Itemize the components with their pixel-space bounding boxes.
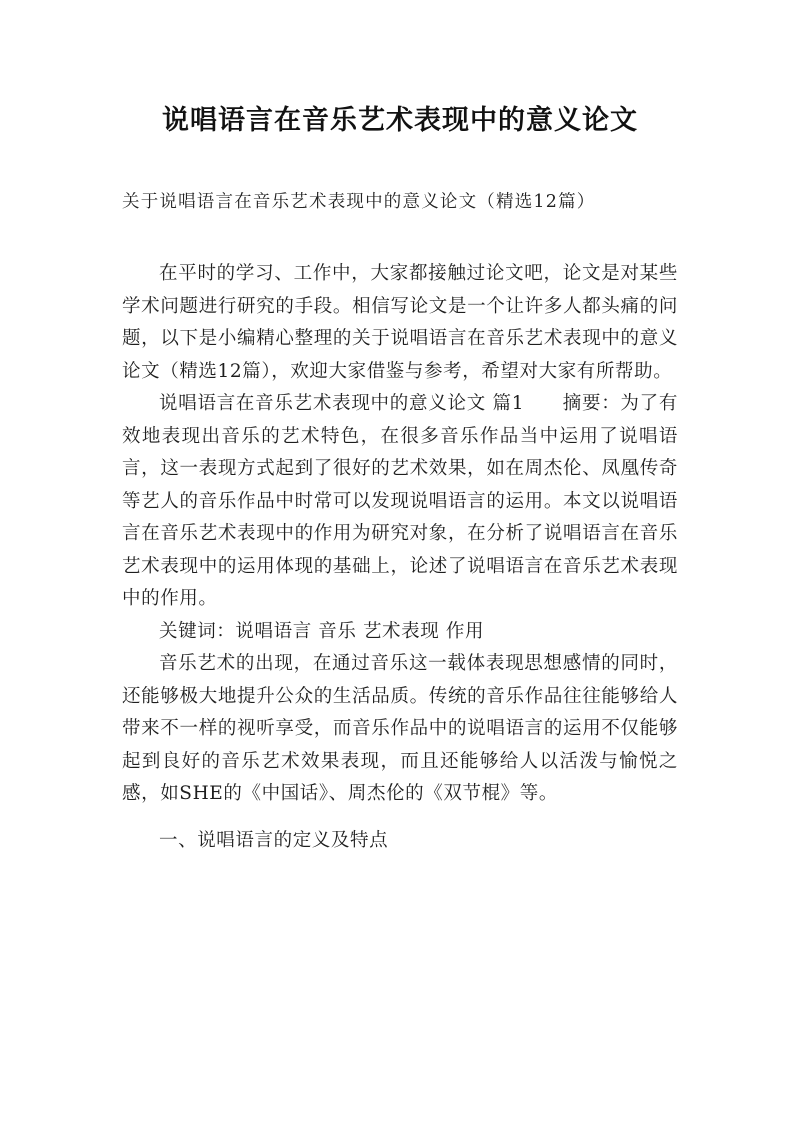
keywords-paragraph: 关键词：说唱语言 音乐 艺术表现 作用 bbox=[159, 620, 485, 642]
body-paragraph: 音乐艺术的出现，在通过音乐这一载体表现思想感情的同时，还能够极大地提升公众的生活品质。传统的音乐作品往往能够给人带来不一样的视听享受，而音乐作品中的说唱语言的运用不仅能够起到良好的音乐艺术效果表现，而且还能够给人以活泼与愉悦之感，如SHE的《中国话》、周杰伦的《双节棍》等。 bbox=[122, 653, 678, 804]
document-title: 说唱语言在音乐艺术表现中的意义论文 bbox=[162, 105, 638, 136]
intro-paragraph: 在平时的学习、工作中，大家都接触过论文吧，论文是对某些学术问题进行研究的手段。相信写论文是一个让许多人都头痛的问题，以下是小编精心整理的关于说唱语言在音乐艺术表现中的意义论文（精选12篇），欢迎大家借鉴与参考，希望对大家有所帮助。 bbox=[122, 263, 678, 382]
abstract-paragraph: 说唱语言在音乐艺术表现中的意义论文 篇1 摘要：为了有效地表现出音乐的艺术特色，在很多音乐作品当中运用了说唱语言，这一表现方式起到了很好的艺术效果，如在周杰伦、凤凰传奇等艺人的音乐作品中时常可以发现说唱语言的运用。本文以说唱语言在音乐艺术表现中的作用为研究对象，在分析了说唱语言在音乐艺术表现中的运用体现的基础上，论述了说唱语言在音乐艺术表现中的作用。 bbox=[122, 393, 678, 609]
section-heading: 一、说唱语言的定义及特点 bbox=[159, 829, 389, 851]
document-body bbox=[122, 258, 678, 857]
document-subtitle: 关于说唱语言在音乐艺术表现中的意义论文（精选12篇） bbox=[122, 192, 596, 212]
